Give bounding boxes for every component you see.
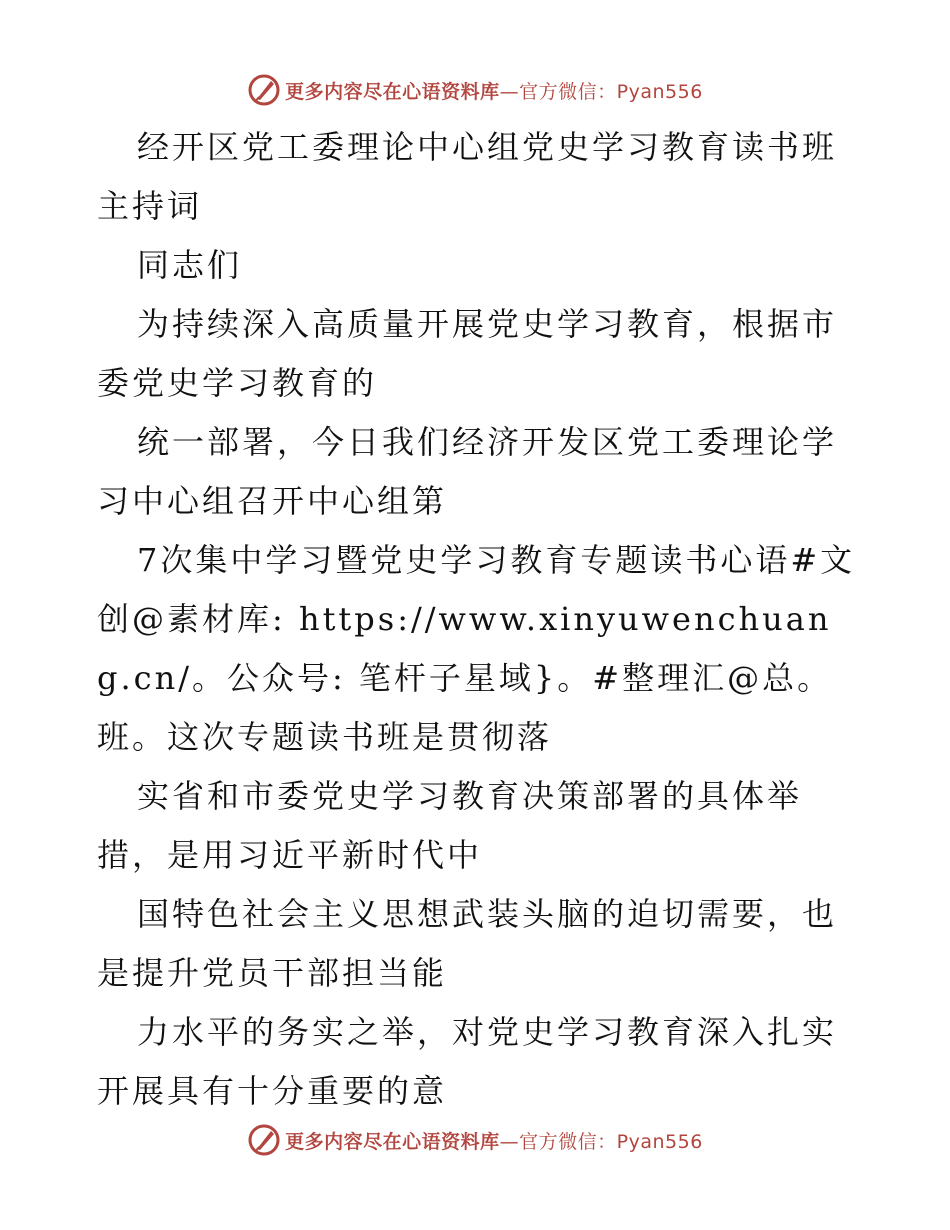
document-title: 经开区党工委理论中心组党史学习教育读书班主持词 [97, 128, 838, 225]
paragraph-line: 力水平的务实之举，对党史学习教育深入扎实开展具有十分重要的意 [97, 1013, 838, 1110]
paragraph-line: 为持续深入高质量开展党史学习教育，根据市委党史学习教育的 [97, 305, 838, 402]
paragraph-line: 国特色社会主义思想武装头脑的迫切需要，也是提升党员干部担当能 [97, 895, 838, 992]
banner-site-name: 更多内容尽在心语资料库 [285, 80, 500, 103]
banner-text [285, 1127, 703, 1154]
paragraph-line: 统一部署，今日我们经济开发区党工委理论学习中心组召开中心组第 [97, 423, 838, 520]
quill-circle-icon [247, 1123, 281, 1157]
header-banner [0, 70, 950, 110]
banner-site-name: 更多内容尽在心语资料库 [285, 1130, 500, 1153]
paragraph-line: 7次集中学习暨党史学习教育专题读书心语#文创@素材库: https://www.xinyuwenchuang.cn/。公众号: 笔杆子星域}。#整理汇@总。班。这次专题读书班是贯彻落 [97, 541, 856, 756]
quill-circle-icon [247, 73, 281, 107]
document-body [97, 118, 867, 1121]
banner-contact: —官方微信：Pyan556 [499, 1130, 703, 1153]
paragraph-line: 实省和市委党史学习教育决策部署的具体举措，是用习近平新时代中 [97, 777, 803, 874]
banner-contact: —官方微信：Pyan556 [499, 80, 703, 103]
banner-text [285, 77, 703, 104]
footer-banner [0, 1120, 950, 1160]
salutation: 同志们 [137, 246, 243, 284]
